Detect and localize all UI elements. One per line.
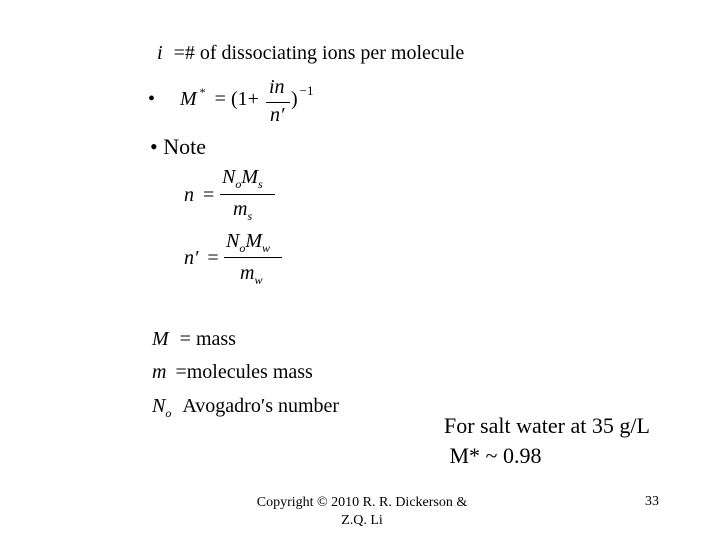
nprime-num-b: M xyxy=(245,230,263,252)
n-fraction xyxy=(220,166,276,226)
n-num-b-sub: s xyxy=(258,177,263,191)
nprime-numerator xyxy=(226,230,270,253)
note-label: Note xyxy=(163,134,206,159)
n-equals: = xyxy=(203,184,215,206)
ion-equals: = xyxy=(173,42,185,64)
definition-molecules-text: molecules mass xyxy=(186,361,313,383)
definition-avogadro-text: Avogadro′s number xyxy=(182,395,340,417)
mstar-lhs: M xyxy=(180,88,197,110)
ion-symbol: i xyxy=(157,42,163,64)
n-fraction-bar xyxy=(220,194,275,195)
result-line-1: For salt water at 35 g/L xyxy=(444,413,650,438)
definition-mass xyxy=(152,328,236,351)
result-line-2: M* ~ 0.98 xyxy=(444,443,542,468)
mstar-lhs-sup: * xyxy=(199,85,206,99)
n-denominator xyxy=(233,198,252,221)
definition-mass-text: mass xyxy=(195,328,236,350)
definition-mass-symbol: M xyxy=(152,328,169,350)
mstar-close xyxy=(291,83,314,111)
bullet: • xyxy=(148,88,156,110)
n-num-a-sub: o xyxy=(235,177,242,191)
definition-molecules-equals: = xyxy=(175,361,187,383)
ion-definition xyxy=(157,42,464,65)
mstar-denominator: n′ xyxy=(270,104,285,126)
nprime-den-sub: w xyxy=(254,273,263,287)
nprime-fraction-bar xyxy=(224,257,282,258)
n-num-b: M xyxy=(241,166,259,188)
n-num-a: N xyxy=(222,166,236,188)
mstar-close-paren: ) xyxy=(291,88,298,110)
nprime-num-b-sub: w xyxy=(262,241,271,255)
n-den: m xyxy=(233,198,248,220)
nprime-fraction xyxy=(224,230,284,290)
n-numerator xyxy=(222,166,263,189)
note-heading xyxy=(150,134,206,160)
mstar-numerator: in xyxy=(269,76,285,98)
n-formula-lhs xyxy=(184,184,214,207)
footer-copyright-line-2: Z.Q. Li xyxy=(341,513,383,528)
mstar-equals: = xyxy=(214,88,226,110)
footer-copyright-line-1: Copyright © 2010 R. R. Dickerson & xyxy=(256,495,468,510)
mstar-exponent: −1 xyxy=(299,83,314,98)
nprime-denominator xyxy=(240,262,262,285)
mstar-fraction xyxy=(266,76,290,132)
nprime-num-a-sub: o xyxy=(239,241,246,255)
nprime-den: m xyxy=(240,262,255,284)
nprime-lhs: n′ xyxy=(184,247,199,269)
ion-definition-text: # of dissociating ions per molecule xyxy=(184,42,465,64)
nprime-num-a: N xyxy=(226,230,240,252)
definition-avogadro-sub: o xyxy=(165,406,172,420)
definition-mass-equals: = xyxy=(179,328,191,350)
nprime-equals: = xyxy=(207,247,219,269)
mstar-open: (1+ xyxy=(230,88,259,110)
note-bullet: • xyxy=(150,134,158,159)
definition-molecules-symbol: m xyxy=(152,361,167,383)
n-lhs: n xyxy=(184,184,194,206)
mstar-formula xyxy=(180,85,259,111)
nprime-formula-lhs xyxy=(184,247,219,270)
definition-avogadro xyxy=(152,395,339,418)
definition-molecules-mass xyxy=(152,361,313,384)
n-den-sub: s xyxy=(247,209,253,223)
definition-avogadro-symbol: N xyxy=(152,395,166,417)
page-number: 33 xyxy=(645,494,659,509)
footer-copyright xyxy=(232,494,492,530)
